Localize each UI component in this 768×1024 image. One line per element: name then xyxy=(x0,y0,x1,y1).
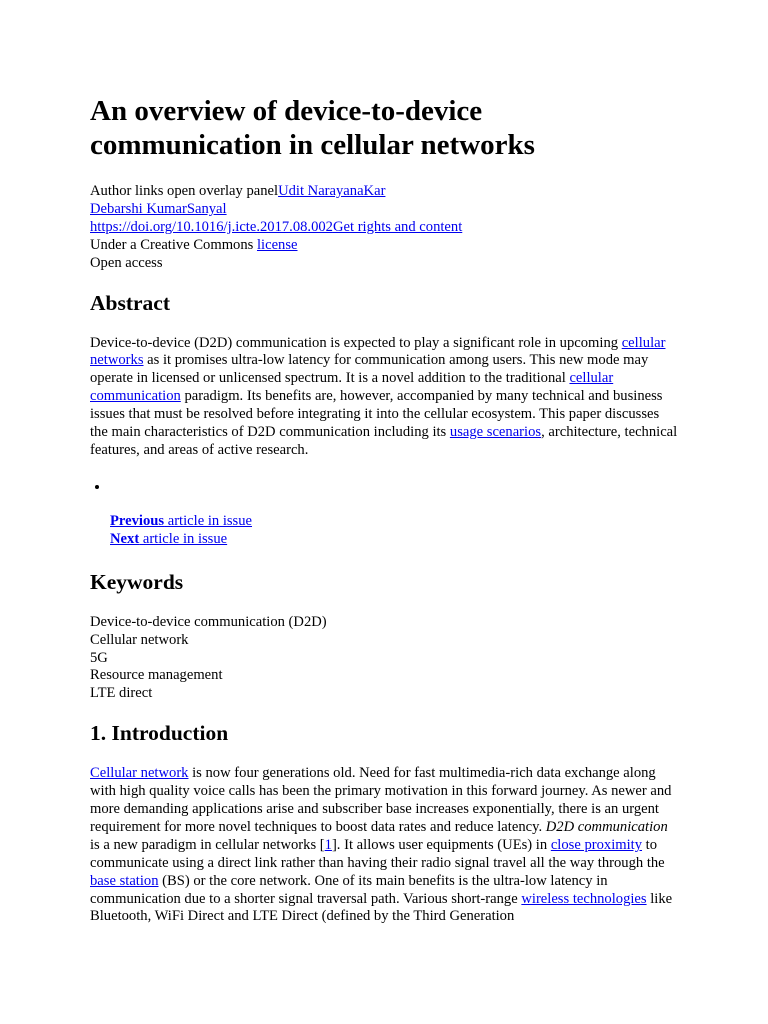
keywords-list xyxy=(90,614,678,704)
cellular-network-link[interactable]: Cellular network xyxy=(90,765,189,782)
article-navigation xyxy=(110,513,678,549)
introduction-text xyxy=(90,765,678,926)
intro-text-4: to communicate using a direct link rather than having their radio signal travel all the way through the xyxy=(90,836,665,871)
author-link-1[interactable]: Udit NarayanaKar xyxy=(278,183,386,199)
keyword-item: LTE direct xyxy=(90,685,153,702)
author-line xyxy=(90,183,678,201)
close-proximity-link[interactable]: close proximity xyxy=(550,836,643,853)
abstract-text-4: , architecture, technical features, and areas of active research. xyxy=(90,424,678,458)
reference-1-link[interactable]: 1 xyxy=(324,836,332,853)
title-line-2: communication in cellular networks xyxy=(90,129,535,161)
cellular-communication-link[interactable]: cellular communication xyxy=(90,370,614,405)
next-article-line xyxy=(110,531,678,549)
intro-text-1: is now four generations old. Need for fast multimedia-rich data exchange along with high quality voice calls has been the primary motivation in this forward journey. As newer and more demanding applications arise and subscriber base increases exponentially, there is an urgent requirement for more novel techniques to boost data rates and reduce latency. xyxy=(90,765,672,835)
keyword-item: Device-to-device communication (D2D) xyxy=(90,613,327,630)
license-link[interactable]: license xyxy=(256,236,298,253)
intro-text-5: (BS) or the core network. One of its main benefits is the ultra-low latency in communication due to a shorter signal traversal path. Various short-range xyxy=(90,872,608,907)
introduction-heading: 1. Introduction xyxy=(90,721,229,746)
wireless-technologies-link[interactable]: wireless technologies xyxy=(521,890,647,907)
abstract-text xyxy=(90,335,678,460)
bullet-item xyxy=(110,479,678,497)
previous-article-link[interactable] xyxy=(110,513,252,529)
author-line-2 xyxy=(90,201,678,219)
usage-scenarios-link[interactable]: usage scenarios xyxy=(449,424,542,441)
previous-label: Previous xyxy=(110,512,165,529)
article-title xyxy=(90,94,678,162)
next-article-link[interactable] xyxy=(110,531,227,547)
base-station-link[interactable]: base station xyxy=(90,872,159,889)
doi-line xyxy=(90,219,678,237)
article-meta xyxy=(90,183,678,273)
author-link-2[interactable]: Debarshi KumarSanyal xyxy=(90,200,227,217)
license-line xyxy=(90,237,678,255)
abstract-text-1: Device-to-device (D2D) communication is expected to play a significant role in upcoming xyxy=(90,334,622,351)
title-line-1: An overview of device-to-device xyxy=(90,95,483,127)
keyword-item: Resource management xyxy=(90,667,223,684)
abstract-heading: Abstract xyxy=(90,290,171,315)
rights-link[interactable]: Get rights and content xyxy=(332,218,463,235)
open-access-label: Open access xyxy=(90,254,163,271)
next-label: Next xyxy=(110,530,140,547)
cellular-networks-link[interactable]: cellular networks xyxy=(90,334,666,369)
abstract-text-3: paradigm. Its benefits are, however, accompanied by many technical and business issues that must be resolved before integrating it into the cellular ecosystem. This paper discusses the main characteristics of D2D communication including its xyxy=(90,388,663,441)
abstract-text-2: as it promises ultra-low latency for communication among users. This new mode may operate in licensed or unlicensed spectrum. It is a novel addition to the traditional xyxy=(90,352,649,387)
d2d-emphasis: D2D communication xyxy=(545,818,668,835)
keywords-heading: Keywords xyxy=(90,569,184,594)
previous-rest: article in issue xyxy=(164,512,253,529)
empty-bullet-list xyxy=(90,479,678,497)
keyword-item: Cellular network xyxy=(90,631,189,648)
next-rest: article in issue xyxy=(139,530,228,547)
intro-text-6: like Bluetooth, WiFi Direct and LTE Direct (defined by the Third Generation xyxy=(90,890,673,925)
license-prefix: Under a Creative Commons xyxy=(90,236,257,253)
doi-link[interactable]: https://doi.org/10.1016/j.icte.2017.08.002 xyxy=(90,218,333,235)
intro-text-3: ]. It allows user equipments (UEs) in xyxy=(331,836,551,853)
intro-text-2: is a new paradigm in cellular networks [ xyxy=(90,836,325,853)
author-prefix: Author links open overlay panel xyxy=(90,183,279,199)
keyword-item: 5G xyxy=(90,649,108,666)
previous-article-line xyxy=(110,513,678,531)
